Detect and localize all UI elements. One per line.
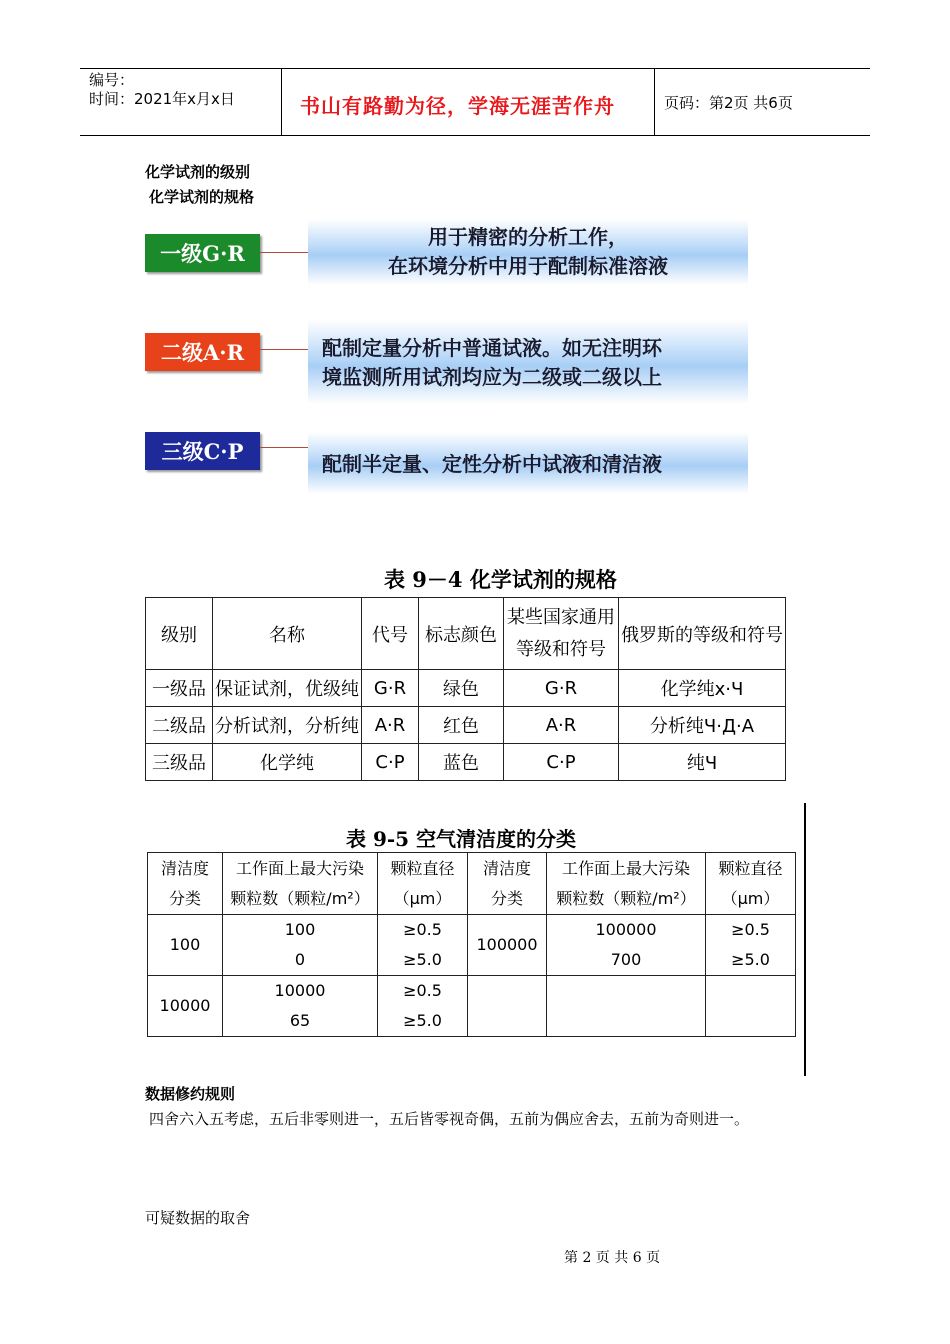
grade-3-desc (308, 432, 748, 494)
t95-header-count-2 (547, 853, 706, 915)
t94-cell: C·P (504, 744, 619, 781)
t95-header-text: 工作面上最大污染 (561, 858, 690, 878)
grade-1-desc (308, 219, 748, 285)
grade-2-desc (308, 320, 748, 404)
grade-1-box (145, 234, 260, 272)
t95-header-text: 颗粒直径 (718, 858, 783, 878)
t94-header-name: 名称 (213, 598, 362, 670)
t94-cell: A·R (504, 707, 619, 744)
table-row (148, 915, 796, 976)
t94-cell: 二级品 (146, 707, 213, 744)
t95-value: 700 (610, 950, 642, 969)
grade-2-desc-line1: 配制定量分析中普通试液。如无注明环 (322, 336, 662, 360)
t95-value: ≥5.0 (403, 950, 442, 969)
grade-1-desc-line1: 用于精密的分析工作， (428, 225, 628, 249)
t94-header-intl (504, 598, 619, 670)
t95-header-text: 分类 (168, 888, 201, 908)
rounding-text: 四舍六入五考虑，五后非零则进一，五后皆零视奇偶，五前为偶应舍去，五前为奇则进一。 (149, 1110, 750, 1128)
grade-3-connector (260, 447, 308, 448)
t95-header-diam (378, 853, 468, 915)
table-95-side-rule (804, 803, 806, 1076)
t94-header-grade: 级别 (146, 598, 213, 670)
t95-value: 10000 (274, 981, 326, 1000)
t95-header-text: 分类 (490, 888, 523, 908)
table-95 (147, 852, 796, 1037)
header-bottom-rule (80, 135, 870, 136)
t95-cell (223, 976, 378, 1037)
t95-header-text: 颗粒数（颗粒/m²） (556, 888, 696, 908)
header-divider-1 (281, 69, 282, 136)
table-row (148, 976, 796, 1037)
t94-cell: G·R (362, 670, 419, 707)
t94-cell: 保证试剂，优级纯 (213, 670, 362, 707)
t95-cell (378, 976, 468, 1037)
t94-cell: 红色 (419, 707, 504, 744)
grade-2-box (145, 333, 260, 371)
t94-cell: 化学纯 (213, 744, 362, 781)
grade-1-connector (260, 252, 308, 253)
section-title-specs: 化学试剂的规格 (149, 188, 255, 206)
t94-cell: 分析试剂，分析纯 (213, 707, 362, 744)
t95-header-diam-2 (706, 853, 796, 915)
rounding-title: 数据修约规则 (145, 1085, 236, 1103)
header-top-rule (80, 68, 870, 69)
t95-cell: 10000 (148, 976, 223, 1037)
section-title-grades: 化学试剂的级别 (145, 163, 251, 181)
t94-cell: C·P (362, 744, 419, 781)
t95-cell-empty (468, 976, 547, 1037)
t94-cell: 三级品 (146, 744, 213, 781)
table-row (146, 670, 786, 707)
t95-header-text: 颗粒数（颗粒/m²） (230, 888, 370, 908)
grade-3-box (145, 432, 260, 470)
t95-cell (378, 915, 468, 976)
table-row (146, 707, 786, 744)
table-row (146, 744, 786, 781)
table-94-caption: 表 9－4 化学试剂的规格 (384, 567, 617, 592)
grade-1-desc-line2: 在环境分析中用于配制标准溶液 (388, 254, 668, 278)
table-95-caption: 表 9-5 空气清洁度的分类 (346, 827, 577, 851)
t94-cell: A·R (362, 707, 419, 744)
t94-header-intl-line1: 某些国家通用 (507, 606, 615, 628)
t95-header-text: 工作面上最大污染 (235, 858, 364, 878)
t95-header-text: 清洁度 (482, 858, 531, 878)
t95-cell-empty (547, 976, 706, 1037)
grade-2-connector (260, 349, 308, 350)
t94-cell: G·R (504, 670, 619, 707)
t95-header-class (148, 853, 223, 915)
t95-value: 65 (289, 1011, 311, 1030)
t94-cell: 绿色 (419, 670, 504, 707)
t94-cell: 化学纯х·Ч (619, 670, 786, 707)
header-motto: 书山有路勤为径，学海无涯苦作舟 (300, 94, 615, 118)
t95-cell (706, 915, 796, 976)
t95-value: ≥5.0 (731, 950, 770, 969)
grade-2-desc-line2: 境监测所用试剂均应为二级或二级以上 (322, 365, 662, 389)
t95-header-text: 颗粒直径 (390, 858, 455, 878)
t95-cell: 100000 (468, 915, 547, 976)
grade-3-desc-line1: 配制半定量、定性分析中试液和清洁液 (322, 452, 662, 476)
t95-cell (223, 915, 378, 976)
t94-cell: 纯Ч (619, 744, 786, 781)
t95-header-text: 清洁度 (160, 858, 209, 878)
t94-header-russia: 俄罗斯的等级和符号 (619, 598, 786, 670)
t95-cell-empty (706, 976, 796, 1037)
t95-value: ≥0.5 (403, 920, 442, 939)
t94-header-intl-line2: 等级和符号 (516, 638, 606, 660)
t94-cell: 蓝色 (419, 744, 504, 781)
t94-cell: 一级品 (146, 670, 213, 707)
t95-header-class-2 (468, 853, 547, 915)
t94-header-code: 代号 (362, 598, 419, 670)
t95-value: ≥0.5 (403, 981, 442, 1000)
t95-value: 100 (284, 920, 316, 939)
t95-value: ≥0.5 (731, 920, 770, 939)
t95-value: ≥5.0 (403, 1011, 442, 1030)
footer-page: 第 2 页 共 6 页 (564, 1250, 661, 1266)
grade-2-label: 二级A·R (160, 340, 245, 365)
header-divider-2 (654, 69, 655, 136)
t94-header-color: 标志颜色 (419, 598, 504, 670)
t95-value: 100000 (595, 920, 657, 939)
t95-header-text: （μm） (393, 888, 452, 908)
header-time: 时间：2021年x月x日 (89, 90, 235, 108)
grade-3-label: 三级C·P (161, 439, 244, 464)
t95-header-count (223, 853, 378, 915)
doubtful-data-title: 可疑数据的取舍 (145, 1209, 251, 1227)
t95-header-text: （μm） (721, 888, 780, 908)
grade-1-label: 一级G·R (160, 241, 245, 266)
header-page: 页码：第2页 共6页 (664, 94, 793, 112)
header-number: 编号： (89, 71, 135, 89)
t94-cell: 分析纯Ч·Д·А (619, 707, 786, 744)
table-94 (145, 597, 786, 781)
t95-cell: 100 (148, 915, 223, 976)
t95-value: 0 (294, 950, 306, 969)
t95-cell (547, 915, 706, 976)
